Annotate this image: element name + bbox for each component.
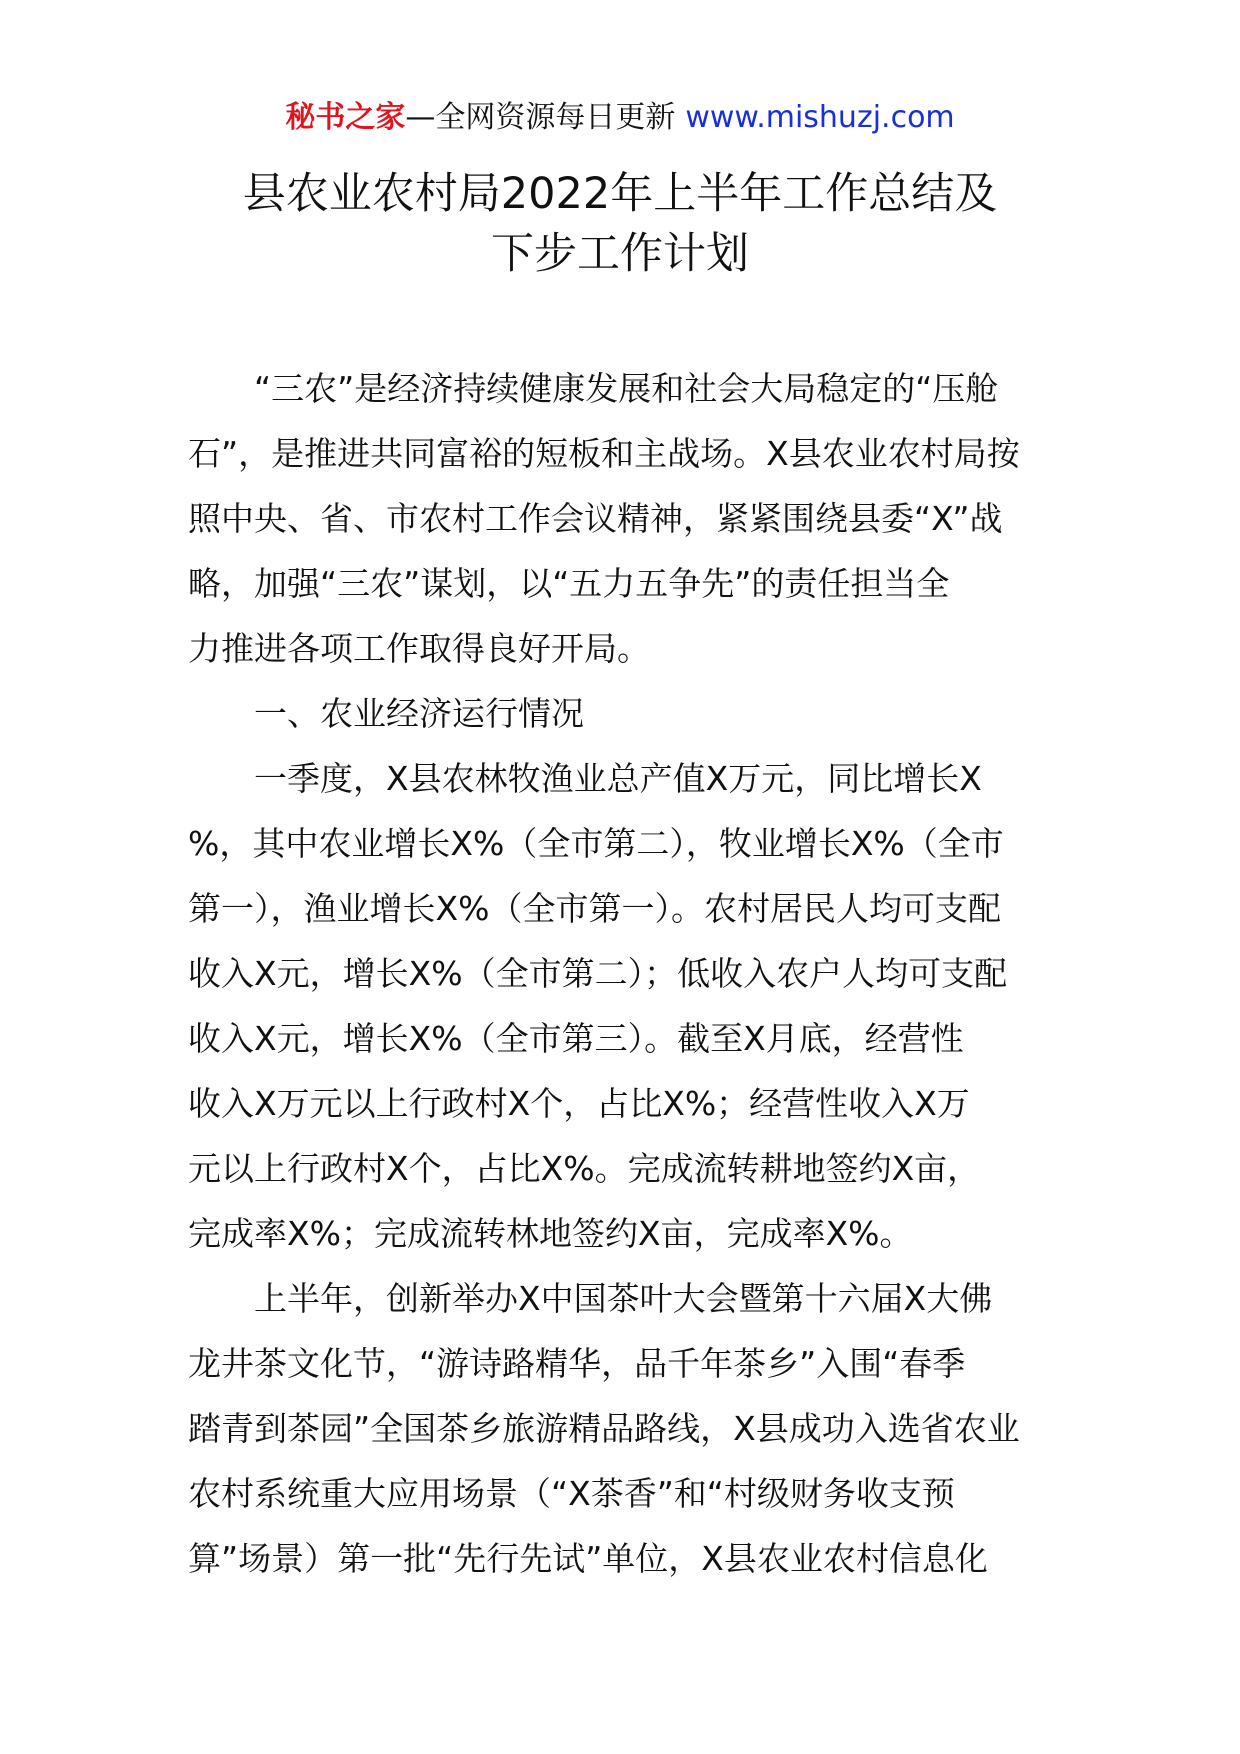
intro-paragraph [188,356,1053,681]
first-half-line-3: 踏青到茶园”全国茶乡旅游精品路线，X县成功入选省农业 [188,1409,1020,1448]
economy-paragraph [188,746,1053,1266]
site-url-link[interactable]: www.mishuzj.com [685,100,955,135]
first-half-line-5: 算”场景）第一批“先行先试”单位，X县农业农村信息化 [188,1539,988,1578]
intro-line-4: 略，加强“三农”谋划，以“五力五争先”的责任担当全 [188,564,950,603]
economy-line-6: 收入X万元以上行政村X个，占比X%；经营性收入X万 [188,1084,970,1123]
economy-line-2: %，其中农业增长X%（全市第二），牧业增长X%（全市 [188,824,1004,863]
first-half-line-1: 上半年，创新举办X中国茶叶大会暨第十六届X大佛 [254,1279,993,1318]
first-half-paragraph [188,1266,1053,1591]
first-half-line-4: 农村系统重大应用场景（“X茶香”和“村级财务收支预 [188,1474,955,1513]
site-header [0,98,1240,138]
header-tagline: —全网资源每日更新 [405,100,676,135]
title-line-1: 县农业农村局2022年上半年工作总结及 [242,169,998,219]
economy-line-4: 收入X元，增长X%（全市第二）；低收入农户人均可支配 [188,954,1008,993]
intro-line-3: 照中央、省、市农村工作会议精神，紧紧围绕县委“X”战 [188,499,1003,538]
section-1-heading: 一、农业经济运行情况 [254,694,584,733]
intro-line-5: 力推进各项工作取得良好开局。 [188,629,650,668]
economy-line-7: 元以上行政村X个，占比X%。完成流转耕地签约X亩， [188,1149,981,1188]
economy-line-8: 完成率X%；完成流转林地签约X亩，完成率X%。 [188,1214,913,1253]
first-half-line-2: 龙井茶文化节，“游诗路精华，品千年茶乡”入围“春季 [188,1344,966,1383]
economy-line-1: 一季度，X县农林牧渔业总产值X万元，同比增长X [254,759,982,798]
document-body [188,356,1053,1591]
economy-line-5: 收入X元，增长X%（全市第三）。截至X月底，经营性 [188,1019,964,1058]
intro-line-1: “三农”是经济持续健康发展和社会大局稳定的“压舱 [254,369,999,408]
document-title [0,164,1240,284]
intro-line-2: 石”，是推进共同富裕的短板和主战场。X县农业农村局按 [188,434,1020,473]
economy-line-3: 第一），渔业增长X%（全市第一）。农村居民人均可支配 [188,889,1001,928]
brand-name: 秘书之家 [285,100,406,135]
title-line-2: 下步工作计划 [491,229,749,279]
